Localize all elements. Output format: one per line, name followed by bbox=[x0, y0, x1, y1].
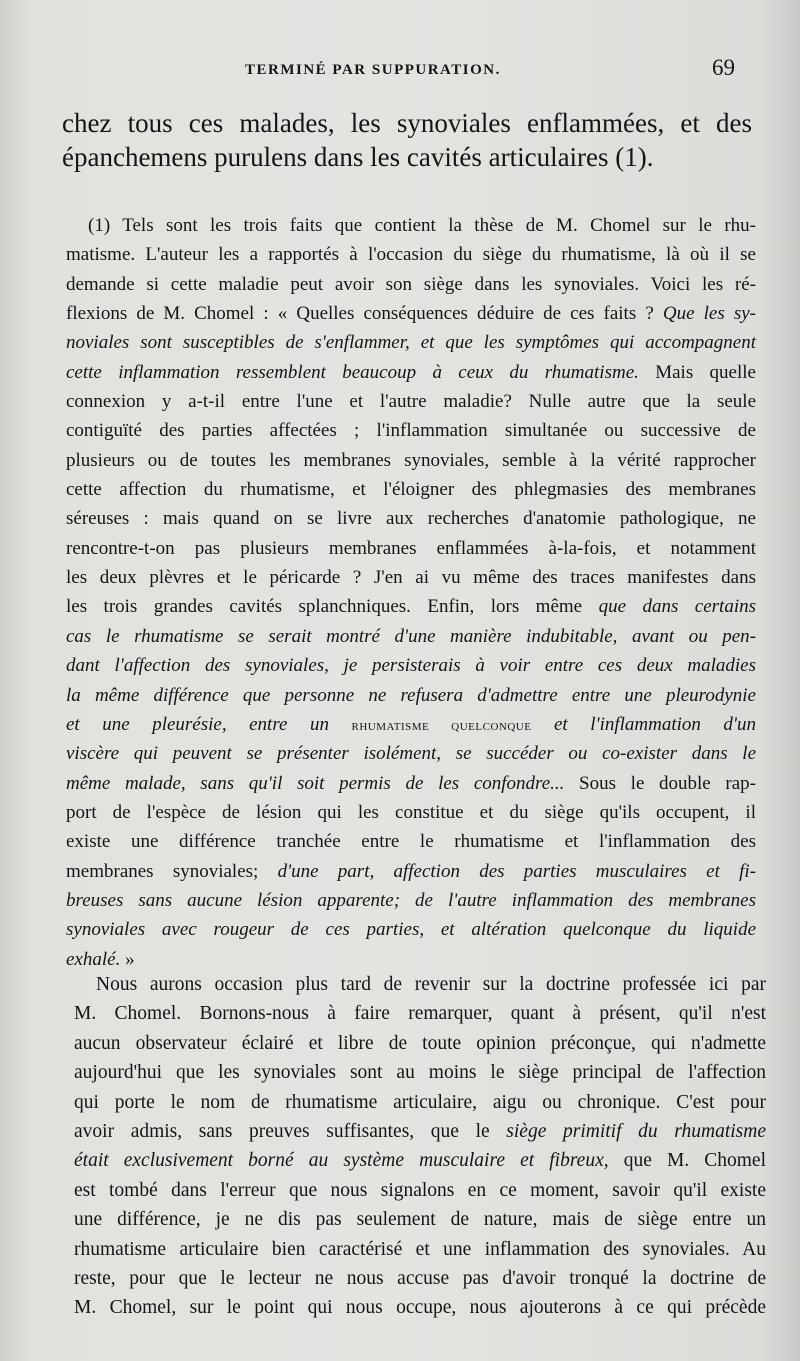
footnote-line-segment: » bbox=[120, 948, 135, 970]
footnote-line bbox=[66, 270, 756, 299]
body-line bbox=[74, 1029, 766, 1058]
footnote-line bbox=[66, 534, 756, 563]
footnote-line-segment: Que les sy- bbox=[662, 303, 756, 325]
footnote-line-segment: (1) Tels sont les trois faits que contient la thèse de M. Chomel sur le rhu- bbox=[88, 215, 756, 236]
footnote-line bbox=[66, 328, 756, 357]
body-line bbox=[74, 1235, 766, 1264]
footnote-line-segment: la même différence que personne ne refusera d'admettre entre une pleurodynie bbox=[66, 684, 756, 706]
footnote-line bbox=[66, 681, 756, 710]
footnote-line bbox=[66, 358, 756, 387]
body-line-segment: avoir admis, sans preuves suffisantes, que le bbox=[74, 1120, 507, 1142]
footnote-line bbox=[66, 387, 756, 416]
footnote bbox=[66, 211, 756, 974]
footnote-line bbox=[66, 622, 756, 651]
body-line-segment: était exclusivement borné au système musculaire et fibreux, bbox=[74, 1150, 609, 1172]
footnote-line bbox=[66, 240, 756, 269]
main-text bbox=[62, 106, 752, 174]
body-line-segment: rhumatisme articulaire bien caractérisé et une inflammation des synoviales. Au bbox=[74, 1238, 766, 1260]
body-line-segment: aucun observateur éclairé et libre de toute opinion préconçue, qui n'admette bbox=[74, 1032, 766, 1054]
footnote-line-segment: Sous le double rap- bbox=[564, 772, 756, 794]
footnote-line-segment: demande si cette maladie peut avoir son siège dans les synoviales. Voici les ré- bbox=[66, 273, 756, 295]
footnote-line bbox=[66, 710, 756, 739]
footnote-line bbox=[66, 563, 756, 592]
running-title: TERMINÉ PAR SUPPURATION. bbox=[245, 62, 501, 78]
footnote-line-segment: viscère qui peuvent se présenter isolément, se succéder ou co-exister dans le bbox=[66, 743, 756, 765]
footnote-line-segment: contiguïté des parties affectées ; l'inflammation simultanée ou successive de bbox=[66, 420, 756, 442]
body-line bbox=[74, 999, 766, 1028]
footnote-line-segment: connexion y a-t-il entre l'une et l'autre maladie? Nulle autre que la seule bbox=[66, 391, 756, 413]
body-line-segment: aujourd'hui que les synoviales sont au moins le siège principal de l'affection bbox=[74, 1062, 766, 1084]
body-paragraph bbox=[74, 970, 766, 1323]
footnote-line-segment: cas le rhumatisme se serait montré d'une manière indubitable, avant ou pen- bbox=[66, 625, 756, 647]
footnote-line-segment: exhalé. bbox=[66, 948, 121, 970]
body-line-segment: reste, pour que le lecteur ne nous accuse pas d'avoir tronqué la doctrine de bbox=[74, 1267, 766, 1289]
footnote-line bbox=[66, 915, 756, 944]
page-number: 69 bbox=[712, 55, 735, 80]
footnote-line-segment: membranes synoviales; bbox=[66, 860, 278, 882]
footnote-line bbox=[66, 299, 756, 328]
footnote-line bbox=[66, 446, 756, 475]
body-line bbox=[74, 1088, 766, 1117]
footnote-line bbox=[66, 886, 756, 915]
footnote-line-segment: matisme. L'auteur les a rapportés à l'occasion du siège du rhumatisme, là où il se bbox=[66, 244, 756, 266]
footnote-line-segment: dant l'affection des synoviales, je persisterais à voir entre ces deux maladies bbox=[66, 655, 756, 677]
footnote-line-segment: même malade, sans qu'il soit permis de les confondre... bbox=[66, 772, 565, 794]
footnote-line bbox=[66, 827, 756, 856]
footnote-line-segment: les deux plèvres et le péricarde ? J'en ai vu même des traces manifestes dans bbox=[66, 567, 756, 589]
body-line-segment: siège primitif du rhumatisme bbox=[506, 1120, 766, 1142]
footnote-line bbox=[66, 739, 756, 768]
footnote-line bbox=[66, 475, 756, 504]
footnote-line-segment: noviales sont susceptibles de s'enflammer, et que les symptômes qui accompagnent bbox=[66, 332, 756, 354]
body-line bbox=[74, 1176, 766, 1205]
footnote-line-segment: rencontre-t-on pas plusieurs membranes enflammées à-la-fois, et notamment bbox=[66, 537, 756, 559]
footnote-line-segment: que dans certains bbox=[598, 596, 756, 618]
body-line-segment: une différence, je ne dis pas seulement de nature, mais de siège entre un bbox=[74, 1209, 766, 1231]
body-line bbox=[74, 1117, 766, 1146]
footnote-line bbox=[66, 769, 756, 798]
footnote-line bbox=[66, 416, 756, 445]
footnote-line bbox=[66, 211, 756, 240]
footnote-line-segment: et l'inflammation d'un bbox=[531, 713, 756, 735]
body-line bbox=[74, 1293, 766, 1322]
main-text-line: épanchemens purulens dans les cavités articulaires (1). bbox=[62, 142, 654, 172]
footnote-line-segment: existe une différence tranchée entre le rhumatisme et l'inflammation des bbox=[66, 831, 756, 853]
footnote-line bbox=[66, 504, 756, 533]
footnote-line-segment: séreuses : mais quand on se livre aux recherches d'anatomie pathologique, ne bbox=[66, 508, 756, 530]
footnote-line bbox=[66, 798, 756, 827]
body-line-segment: que M. Chomel bbox=[608, 1150, 766, 1172]
footnote-line-segment: breuses sans aucune lésion apparente; de l'autre inflammation des membranes bbox=[66, 889, 756, 911]
footnote-line bbox=[66, 651, 756, 680]
body-line-segment: M. Chomel, sur le point qui nous occupe, nous ajouterons à ce qui précède bbox=[74, 1297, 766, 1319]
footnote-line bbox=[66, 857, 756, 886]
footnote-line-segment: port de l'espèce de lésion qui les constitue et du siège qu'ils occupent, il bbox=[66, 801, 756, 823]
body-line-segment: Nous aurons occasion plus tard de revenir sur la doctrine professée ici par bbox=[96, 974, 766, 995]
footnote-line-segment: les trois grandes cavités splanchniques. Enfin, lors même bbox=[66, 596, 599, 618]
footnote-line-segment: d'une part, affection des parties musculaires et fi- bbox=[277, 860, 756, 882]
footnote-line-segment: et une pleurésie, entre un bbox=[66, 713, 352, 735]
body-line bbox=[74, 1146, 766, 1175]
footnote-line-segment: cette inflammation ressemblent beaucoup à ceux du rhumatisme. bbox=[66, 361, 639, 383]
footnote-line-segment: cette affection du rhumatisme, et l'éloigner des phlegmasies des membranes bbox=[66, 479, 756, 501]
body-line bbox=[74, 1264, 766, 1293]
footnote-line bbox=[66, 592, 756, 621]
main-text-line: chez tous ces malades, les synoviales enflammées, et des bbox=[62, 108, 752, 138]
footnote-line-segment: plusieurs ou de toutes les membranes synoviales, semble à la vérité rapprocher bbox=[66, 449, 756, 471]
body-line-segment: qui porte le nom de rhumatisme articulaire, aigu ou chronique. C'est pour bbox=[74, 1091, 766, 1113]
body-line bbox=[74, 1205, 766, 1234]
body-line-segment: M. Chomel. Bornons-nous à faire remarquer, quant à présent, qu'il n'est bbox=[74, 1003, 766, 1025]
body-line bbox=[74, 1058, 766, 1087]
body-line bbox=[74, 970, 766, 999]
body-line-segment: est tombé dans l'erreur que nous signalons en ce moment, savoir qu'il existe bbox=[74, 1179, 766, 1201]
footnote-line-segment: flexions de M. Chomel : « Quelles conséquences déduire de ces faits ? bbox=[66, 303, 663, 325]
footnote-line-segment: Mais quelle bbox=[638, 361, 756, 383]
footnote-line-segment: synoviales avec rougeur de ces parties, et altération quelconque du liquide bbox=[66, 919, 756, 941]
footnote-line-segment: rhumatisme quelconque bbox=[351, 717, 532, 734]
